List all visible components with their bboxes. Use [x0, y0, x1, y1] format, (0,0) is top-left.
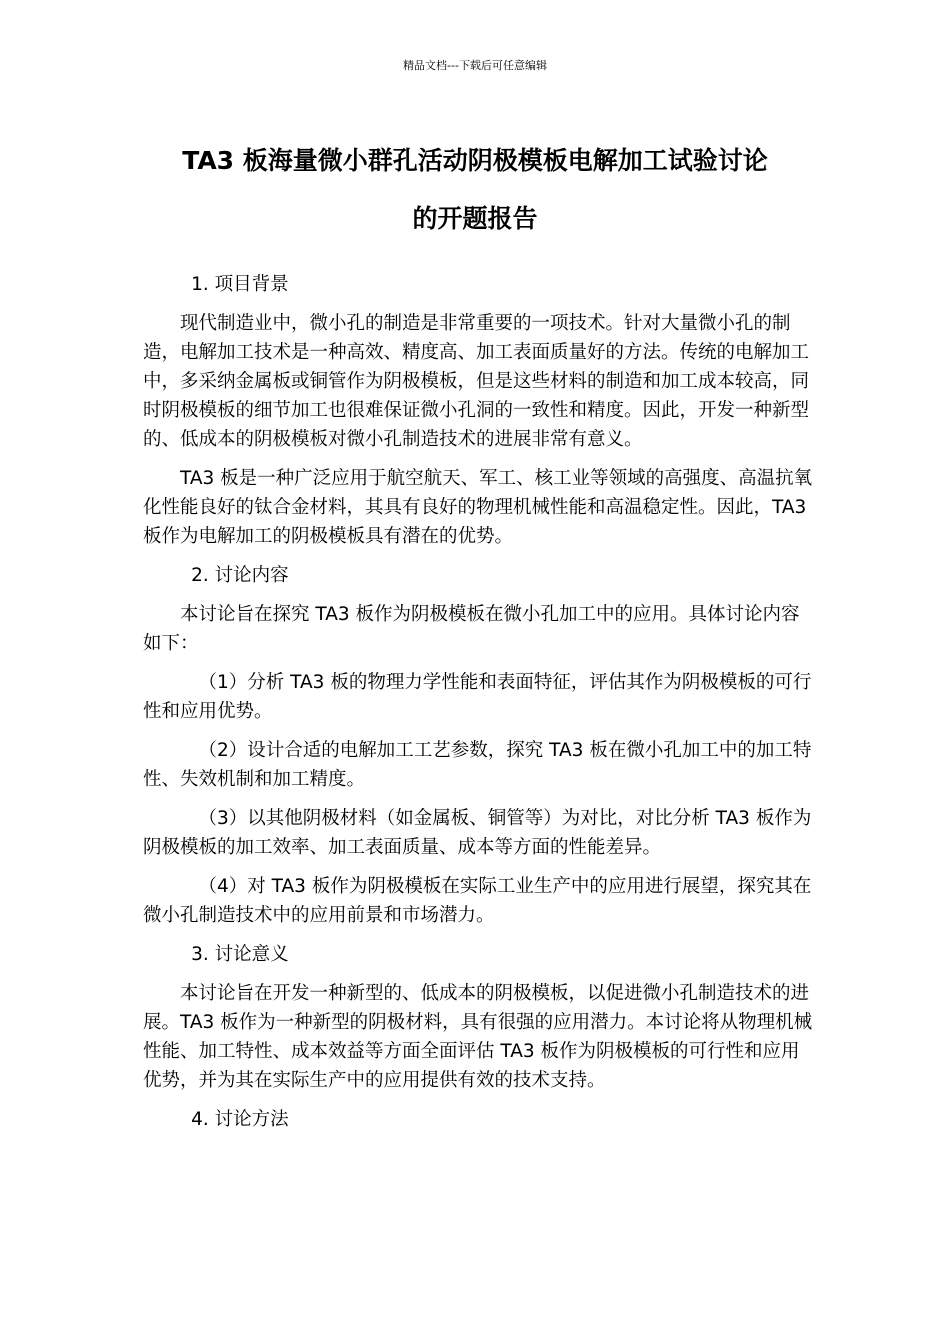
section-4-heading: 4. 讨论方法	[191, 1109, 289, 1130]
section-2-heading: 2. 讨论内容	[191, 565, 289, 586]
section-1-paragraph-2: TA3 板是一种广泛应用于航空航天、军工、核工业等领域的高强度、高温抗氧化性能良好的钛合金材料，其具有良好的物理机械性能和高温稳定性。因此，TA3 板作为电解加工的阴极模板具有潜在的优势。	[143, 468, 813, 547]
page-header-note: 精品文档---下载后可任意编辑	[403, 59, 547, 72]
section-2-item-2: （2）设计合适的电解加工工艺参数，探究 TA3 板在微小孔加工中的加工特性、失效机制和加工精度。	[143, 740, 812, 790]
section-2-item-1: （1）分析 TA3 板的物理力学性能和表面特征，评估其作为阴极模板的可行性和应用优势。	[143, 672, 812, 722]
document-title	[130, 132, 820, 248]
section-2-intro: 本讨论旨在探究 TA3 板作为阴极模板在微小孔加工中的应用。具体讨论内容如下：	[143, 604, 800, 654]
section-1-paragraph-1: 现代制造业中，微小孔的制造是非常重要的一项技术。针对大量微小孔的制造，电解加工技术是一种高效、精度高、加工表面质量好的方法。传统的电解加工中，多采纳金属板或铜管作为阴极模板，但是这些材料的制造和加工成本较高，同时阴极模板的细节加工也很难保证微小孔洞的一致性和精度。因此，开发一种新型的、低成本的阴极模板对微小孔制造技术的进展非常有意义。	[143, 313, 810, 450]
title-line-1: TA3 板海量微小群孔活动阴极模板电解加工试验讨论	[182, 146, 768, 175]
section-3-heading: 3. 讨论意义	[191, 944, 289, 965]
title-line-2: 的开题报告	[412, 204, 538, 233]
section-1-heading: 1. 项目背景	[191, 274, 289, 295]
section-2-item-4: （4）对 TA3 板作为阴极模板在实际工业生产中的应用进行展望，探究其在微小孔制造技术中的应用前景和市场潜力。	[143, 876, 812, 926]
section-2-item-3: （3）以其他阴极材料（如金属板、铜管等）为对比，对比分析 TA3 板作为阴极模板的加工效率、加工表面质量、成本等方面的性能差异。	[143, 808, 812, 858]
document-body	[143, 270, 813, 1144]
section-3-paragraph-1: 本讨论旨在开发一种新型的、低成本的阴极模板，以促进微小孔制造技术的进展。TA3 板作为一种新型的阴极材料，具有很强的应用潜力。本讨论将从物理机械性能、加工特性、成本效益等方面全面评估 TA3 板作为阴极模板的可行性和应用优势，并为其在实际生产中的应用提供有效的技术支持。	[143, 983, 813, 1091]
